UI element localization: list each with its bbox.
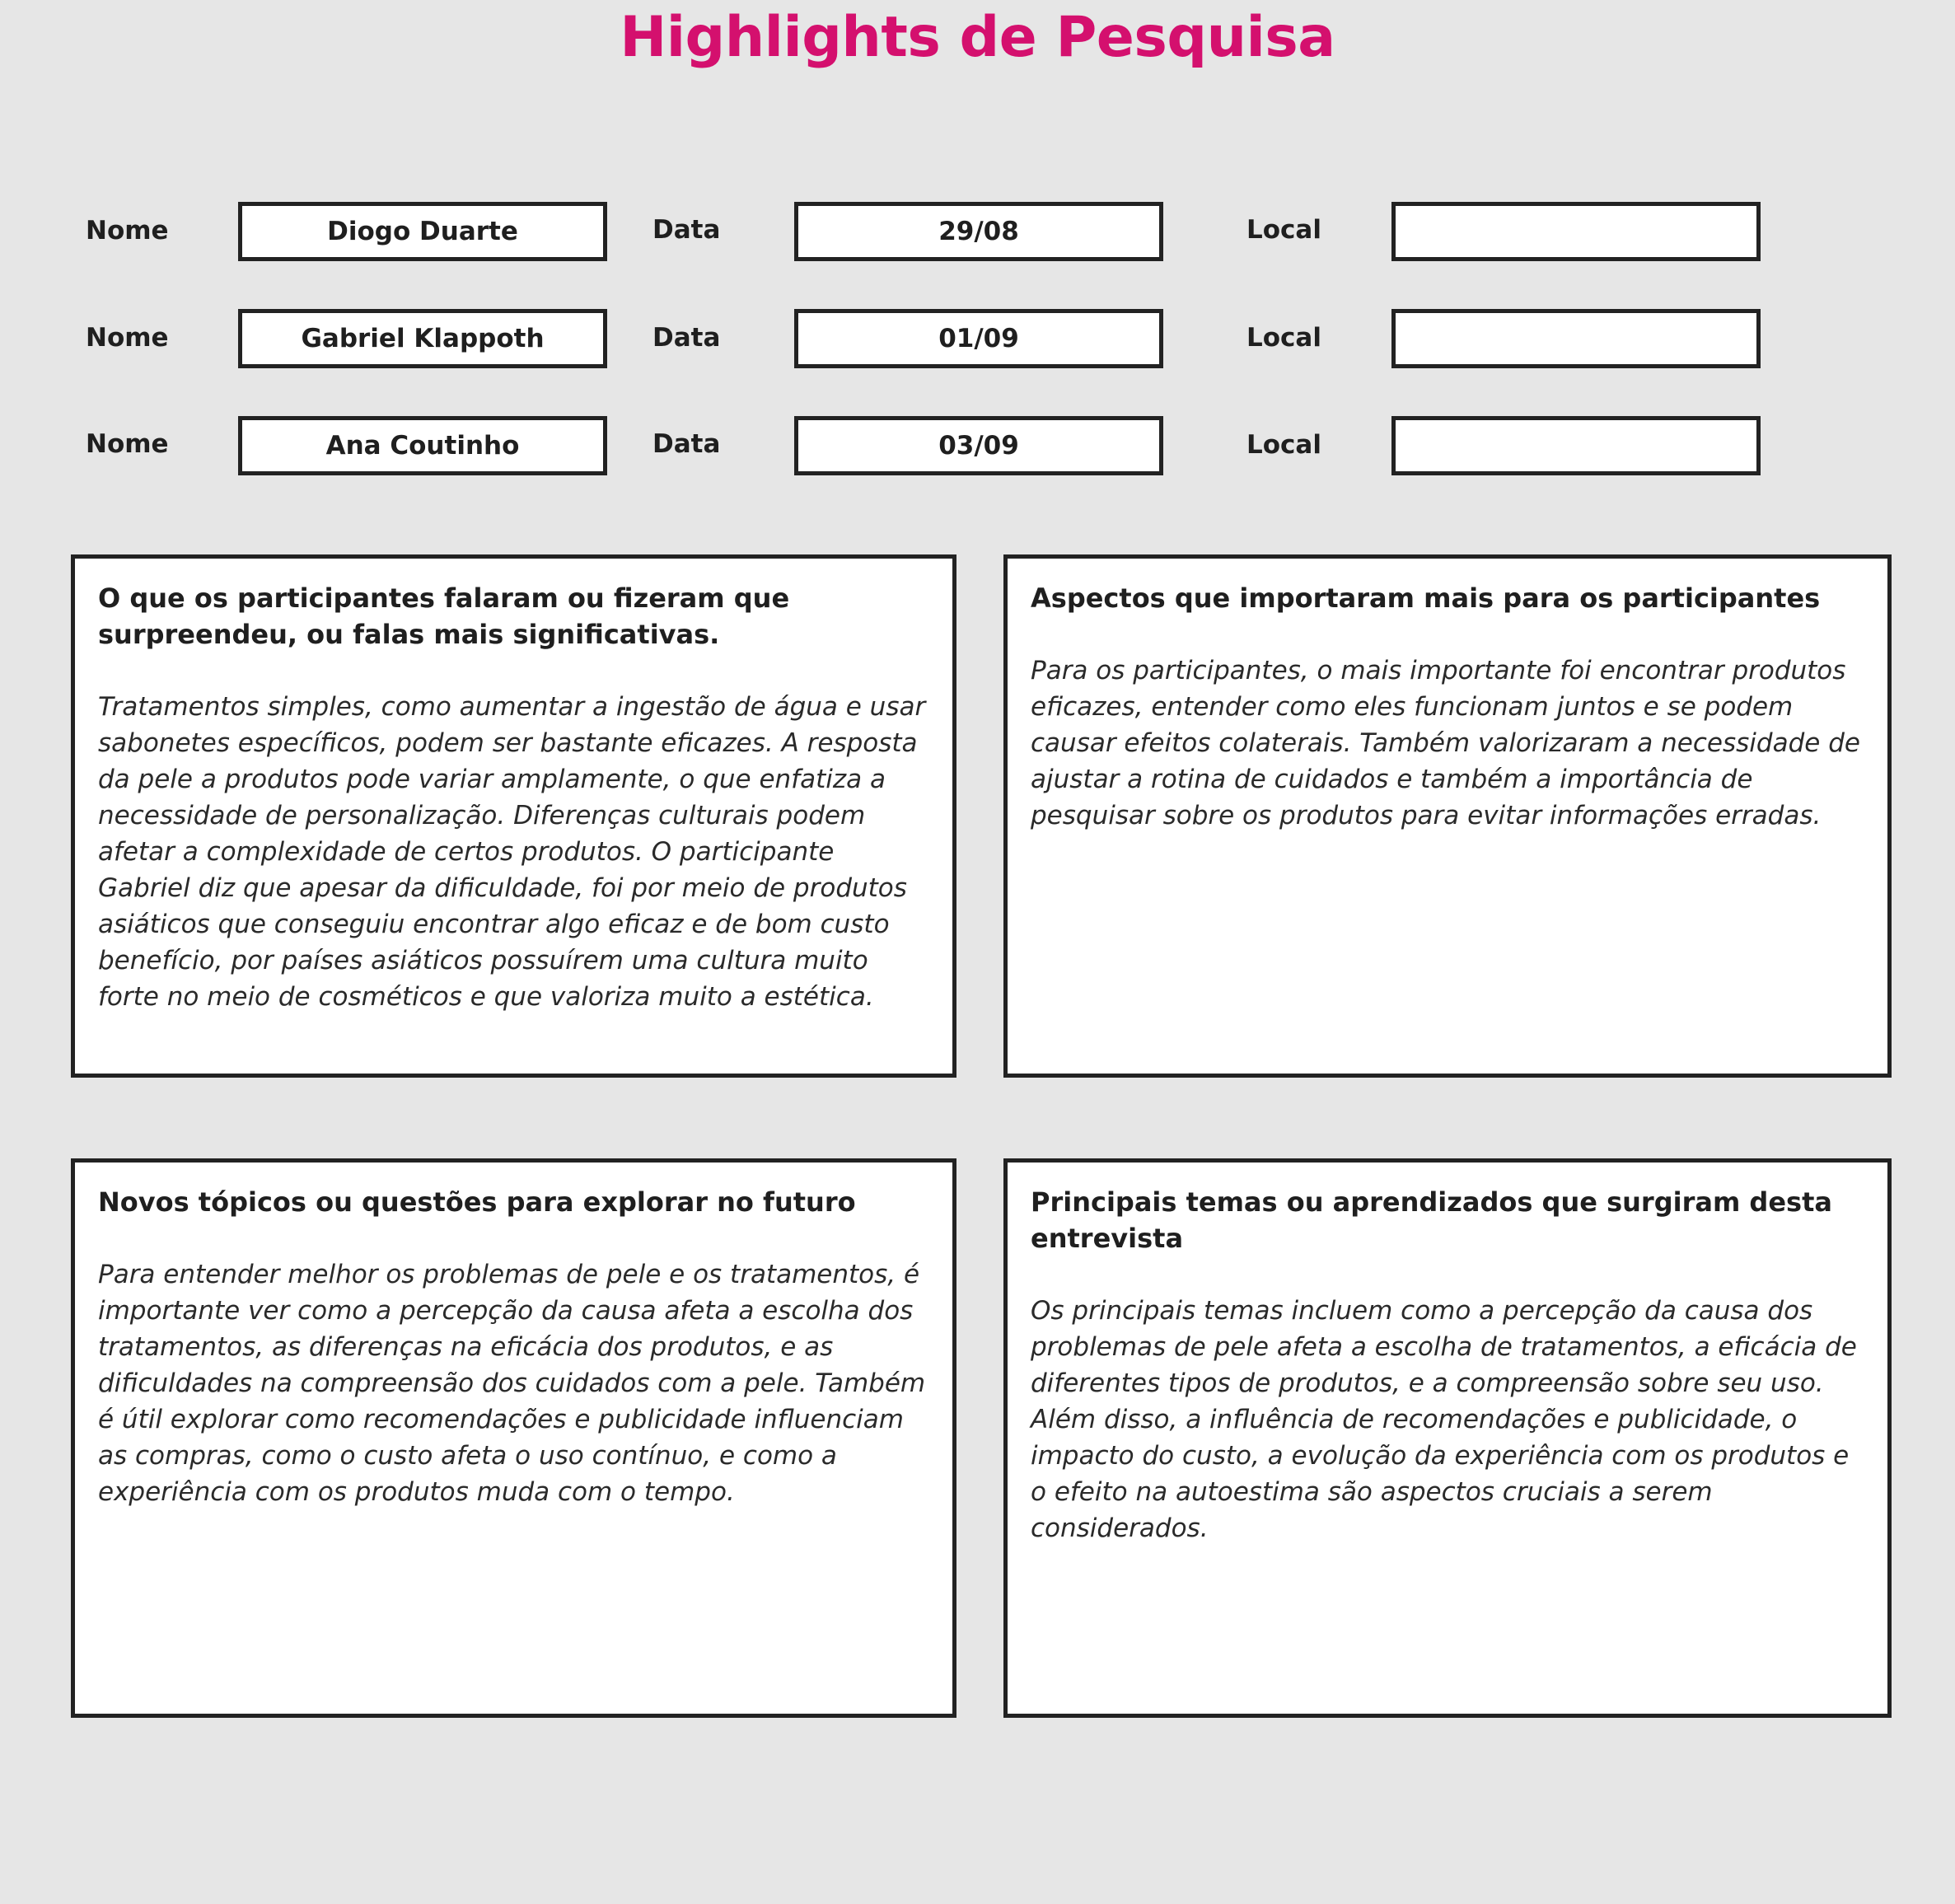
card-body: Tratamentos simples, como aumentar a ingestão de água e usar sabonetes específicos, podem ser bastante eficazes. A resposta da pele a produtos pode variar amplamente, o que enfatiza a necessidade de personalização. Diferenças culturais podem afetar a complexidade de certos produtos. O participante Gabriel diz que apesar da dificuldade, foi por meio de produtos asiáticos que conseguiu encontrar algo eficaz e de bom custo benefício, por países asiáticos possuírem uma cultura muito forte no meio de cosméticos e que valoriza muito a estética.: [98, 692, 926, 1012]
card-title: O que os participantes falaram ou fizeram que surpreendeu, ou falas mais significativas.: [98, 582, 790, 650]
card-title: Aspectos que importaram mais para os participantes: [1031, 582, 1821, 614]
card-important-aspects[interactable]: [1003, 554, 1892, 1078]
card-surprises[interactable]: [71, 554, 956, 1078]
name-label: Nome: [86, 429, 169, 459]
name-field[interactable]: Ana Coutinho: [238, 416, 607, 475]
card-body: Para os participantes, o mais importante foi encontrar produtos eficazes, entender como eles funcionam juntos e se podem causar efeitos colaterais. Também valorizaram a necessidade de ajustar a rotina de cuidados e também a importância de pesquisar sobre os produtos para evitar informações erradas.: [1031, 656, 1860, 830]
local-label: Local: [1246, 323, 1321, 353]
card-future-topics[interactable]: [71, 1158, 956, 1718]
name-field[interactable]: Gabriel Klappoth: [238, 309, 607, 368]
date-label: Data: [652, 429, 721, 459]
name-label: Nome: [86, 216, 169, 246]
name-label: Nome: [86, 323, 169, 353]
date-field[interactable]: 01/09: [794, 309, 1163, 368]
local-field[interactable]: [1391, 202, 1761, 261]
card-title: Principais temas ou aprendizados que surgiram desta entrevista: [1031, 1186, 1832, 1254]
card-body: Para entender melhor os problemas de pele e os tratamentos, é importante ver como a percepção da causa afeta a escolha dos tratamentos, as diferenças na eficácia dos produtos, e as dificuldades na compreensão dos cuidados com a pele. Também é útil explorar como recomendações e publicidade influenciam as compras, como o custo afeta o uso contínuo, e como a experiência com os produtos muda com o tempo.: [98, 1260, 926, 1507]
local-label: Local: [1246, 430, 1321, 460]
page-title: Highlights de Pesquisa: [620, 5, 1335, 70]
local-field[interactable]: [1391, 309, 1761, 368]
date-field[interactable]: 03/09: [794, 416, 1163, 475]
name-field[interactable]: Diogo Duarte: [238, 202, 607, 261]
card-title: Novos tópicos ou questões para explorar no futuro: [98, 1186, 856, 1218]
date-label: Data: [652, 215, 721, 245]
date-field[interactable]: 29/08: [794, 202, 1163, 261]
date-label: Data: [652, 323, 721, 353]
card-main-themes[interactable]: [1003, 1158, 1892, 1718]
card-body: Os principais temas incluem como a percepção da causa dos problemas de pele afeta a escolha de tratamentos, a eficácia de diferentes tipos de produtos, e a compreensão sobre seu uso. Além disso, a influência de recomendações e publicidade, o impacto do custo, a evolução da experiência com os produtos e o efeito na autoestima são aspectos cruciais a serem considerados.: [1031, 1296, 1857, 1543]
local-field[interactable]: [1391, 416, 1761, 475]
local-label: Local: [1246, 215, 1321, 245]
